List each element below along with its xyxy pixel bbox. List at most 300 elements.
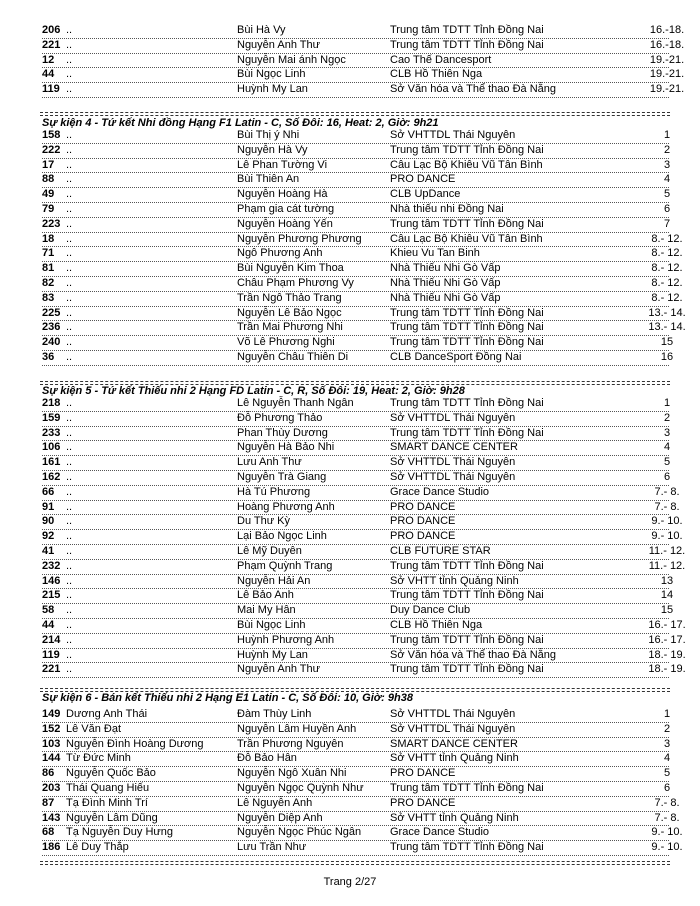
club-name: Trung tâm TDTT Tỉnh Đồng Nai bbox=[390, 426, 544, 439]
result-row bbox=[42, 306, 686, 322]
dancer-name-2: Nguyễn Diệp Anh bbox=[237, 811, 323, 824]
result-row bbox=[42, 825, 683, 841]
dancer-name-1: Lê Duy Thắp bbox=[66, 841, 129, 854]
placement: 13 bbox=[660, 574, 674, 587]
ellipsis: .. bbox=[66, 217, 73, 230]
couple-number: 86 bbox=[42, 767, 55, 780]
result-row bbox=[42, 246, 683, 262]
couple-number: 146 bbox=[42, 574, 61, 587]
couple-number: 119 bbox=[42, 648, 60, 661]
placement: 9.- 10. bbox=[651, 826, 683, 839]
dancer-name-2: Lê Nguyễn Anh bbox=[237, 796, 313, 809]
result-row bbox=[42, 350, 674, 366]
club-name: CLB DanceSport Đồng Nai bbox=[390, 351, 522, 363]
placement: 18.- 19. bbox=[648, 663, 686, 676]
ellipsis: .. bbox=[66, 545, 73, 557]
placement: 13.- 14. bbox=[648, 306, 686, 319]
dancer-name: Nguyễn Trà Giang bbox=[237, 471, 327, 483]
ellipsis: .. bbox=[66, 83, 73, 96]
dancer-name: Hoàng Phương Anh bbox=[237, 500, 335, 513]
placement: 4 bbox=[663, 441, 671, 454]
club-name: CLB Hồ Thiên Nga bbox=[390, 68, 483, 81]
section-divider bbox=[40, 688, 670, 689]
club-name: Trung tâm TDTT Tỉnh Đồng Nai bbox=[390, 217, 544, 230]
placement: 1 bbox=[663, 708, 671, 720]
ellipsis: .. bbox=[66, 589, 73, 602]
ellipsis: .. bbox=[66, 336, 73, 349]
dancer-name: Bùi Thị ý Nhi bbox=[237, 129, 300, 141]
dancer-name: Nguyễn Mai ánh Ngọc bbox=[237, 53, 346, 66]
event-title: Sự kiện 6 - Bán kết Thiếu nhi 2 Hạng E1 Latin - C, Số Đôi: 10, Giờ: 9h38 bbox=[42, 692, 413, 704]
club-name: Sở VHTTDL Thái Nguyên bbox=[390, 129, 516, 141]
couple-number: 215 bbox=[42, 589, 61, 602]
result-row bbox=[42, 23, 685, 39]
dancer-name: Nguyễn Châu Thiên Di bbox=[237, 351, 349, 363]
placement: 3 bbox=[663, 426, 671, 439]
dancer-name-1: Lê Văn Đạt bbox=[66, 722, 122, 735]
ellipsis: .. bbox=[66, 321, 73, 334]
ellipsis: .. bbox=[66, 663, 73, 676]
dancer-name: Trần Ngô Thảo Trang bbox=[237, 291, 342, 304]
ellipsis: .. bbox=[66, 158, 73, 171]
dancer-name-2: Đàm Thùy Linh bbox=[237, 708, 312, 720]
dancer-name: Bùi Ngọc Linh bbox=[237, 68, 306, 81]
club-name: Cao Thế Dancesport bbox=[390, 53, 492, 66]
result-row bbox=[42, 426, 669, 442]
club-name: PRO DANCE bbox=[390, 500, 456, 513]
ellipsis: .. bbox=[66, 247, 73, 260]
club-name: Trung tâm TDTT Tỉnh Đồng Nai bbox=[390, 559, 544, 572]
dancer-name-2: Nguyễn Lâm Huyền Anh bbox=[237, 722, 357, 735]
result-row bbox=[42, 320, 686, 336]
result-row bbox=[42, 544, 686, 560]
result-row bbox=[42, 38, 685, 54]
result-row bbox=[42, 67, 685, 83]
placement: 9.- 10. bbox=[651, 841, 683, 854]
couple-number: 161 bbox=[42, 456, 61, 469]
placement: 14 bbox=[660, 589, 674, 602]
club-name: CLB FUTURE STAR bbox=[390, 545, 491, 557]
placement: 1 bbox=[663, 129, 671, 141]
ellipsis: .. bbox=[66, 397, 73, 409]
placement: 3 bbox=[663, 737, 671, 750]
couple-number: 214 bbox=[42, 633, 61, 646]
ellipsis: .. bbox=[66, 530, 73, 543]
dancer-name-2: Lưu Trần Như bbox=[237, 841, 307, 854]
dancer-name: Võ Lê Phương Nghi bbox=[237, 336, 335, 349]
club-name: Sở Văn hóa và Thể thao Đà Nẵng bbox=[390, 83, 557, 96]
club-name: Trung tâm TDTT Tỉnh Đồng Nai bbox=[390, 321, 544, 334]
ellipsis: .. bbox=[66, 500, 73, 513]
ellipsis: .. bbox=[66, 188, 73, 201]
couple-number: 144 bbox=[42, 752, 61, 765]
event-title: Sự kiện 5 - Tứ kết Thiếu nhi 2 Hạng FD Latin - C, R, Số Đôi: 19, Heat: 2, Giờ: 9h28 bbox=[42, 385, 465, 397]
result-row bbox=[42, 232, 683, 248]
club-name: Câu Lạc Bộ Khiêu Vũ Tân Bình bbox=[390, 232, 543, 245]
couple-number: 58 bbox=[42, 604, 55, 617]
club-name: SMART DANCE CENTER bbox=[390, 441, 518, 454]
ellipsis: .. bbox=[66, 471, 73, 483]
placement: 13.- 14. bbox=[648, 321, 686, 334]
placement: 15 bbox=[660, 336, 674, 349]
result-row bbox=[42, 514, 683, 530]
club-name: Nhà thiếu nhi Đồng Nai bbox=[390, 203, 504, 215]
ellipsis: .. bbox=[66, 68, 73, 81]
club-name: Nhà Thiếu Nhi Gò Vấp bbox=[390, 262, 501, 275]
placement: 19.-21. bbox=[649, 68, 685, 81]
placement: 9.- 10. bbox=[651, 530, 683, 543]
result-row bbox=[42, 559, 686, 575]
ellipsis: .. bbox=[66, 515, 73, 528]
result-row bbox=[42, 500, 680, 516]
dancer-name: Huỳnh My Lan bbox=[237, 83, 308, 96]
result-row bbox=[42, 603, 674, 619]
placement: 8.- 12. bbox=[651, 232, 683, 245]
dancer-name-2: Trần Phương Nguyên bbox=[237, 737, 344, 750]
club-name: Trung tâm TDTT Tỉnh Đồng Nai bbox=[390, 336, 544, 349]
ellipsis: .. bbox=[66, 262, 73, 275]
dancer-name-1: Nguyễn Lâm Dũng bbox=[66, 811, 158, 824]
placement: 6 bbox=[663, 782, 671, 794]
couple-number: 90 bbox=[42, 515, 55, 528]
result-row bbox=[42, 618, 686, 634]
ellipsis: .. bbox=[66, 129, 73, 141]
dancer-name: Mai My Hân bbox=[237, 604, 296, 617]
placement: 16.-18. bbox=[649, 38, 685, 51]
couple-number: 232 bbox=[42, 559, 61, 572]
placement: 9.- 10. bbox=[651, 515, 683, 528]
placement: 2 bbox=[663, 143, 671, 156]
ellipsis: .. bbox=[66, 291, 73, 304]
result-row bbox=[42, 588, 674, 604]
club-name: Sở VHTT tỉnh Quảng Ninh bbox=[390, 752, 519, 765]
club-name: Trung tâm TDTT Tỉnh Đồng Nai bbox=[390, 633, 544, 646]
result-row bbox=[42, 276, 683, 292]
couple-number: 240 bbox=[42, 336, 61, 349]
dancer-name: Ngô Phương Anh bbox=[237, 247, 323, 260]
dancer-name-2: Nguyễn Ngô Xuân Nhi bbox=[237, 767, 347, 780]
dancer-name: Phan Thùy Dương bbox=[237, 426, 328, 439]
placement: 8.- 12. bbox=[651, 277, 683, 289]
couple-number: 158 bbox=[42, 129, 61, 141]
couple-number: 103 bbox=[42, 737, 61, 750]
result-row bbox=[42, 53, 685, 69]
section-divider bbox=[40, 861, 670, 862]
dancer-name-2: Nguyễn Ngọc Phúc Ngân bbox=[237, 826, 362, 839]
couple-number: 12 bbox=[42, 53, 55, 66]
ellipsis: .. bbox=[66, 574, 73, 587]
ellipsis: .. bbox=[66, 38, 73, 51]
club-name: Khieu Vu Tan Binh bbox=[390, 247, 480, 260]
result-row bbox=[42, 202, 669, 218]
placement: 7.- 8. bbox=[654, 485, 680, 498]
club-name: Trung tâm TDTT Tỉnh Đồng Nai bbox=[390, 782, 544, 794]
placement: 4 bbox=[663, 752, 671, 765]
club-name: Trung tâm TDTT Tỉnh Đồng Nai bbox=[390, 663, 544, 676]
ellipsis: .. bbox=[66, 411, 73, 424]
ellipsis: .. bbox=[66, 648, 73, 661]
club-name: Trung tâm TDTT Tỉnh Đồng Nai bbox=[390, 143, 544, 156]
ellipsis: .. bbox=[66, 203, 73, 215]
ellipsis: .. bbox=[66, 604, 73, 617]
dancer-name: Nguyễn Anh Thư bbox=[237, 38, 320, 51]
placement: 5 bbox=[663, 456, 671, 469]
result-row bbox=[42, 158, 669, 174]
result-row bbox=[42, 751, 669, 767]
dancer-name-1: Thái Quang Hiếu bbox=[66, 782, 150, 794]
couple-number: 223 bbox=[42, 217, 61, 230]
couple-number: 203 bbox=[42, 782, 61, 794]
couple-number: 44 bbox=[42, 619, 55, 631]
dancer-name-1: Nguyễn Đình Hoàng Dương bbox=[66, 737, 204, 750]
couple-number: 218 bbox=[42, 397, 61, 409]
placement: 7 bbox=[663, 217, 671, 230]
result-row bbox=[42, 82, 685, 98]
result-row bbox=[42, 411, 669, 427]
club-name: CLB Hồ Thiên Nga bbox=[390, 619, 483, 631]
ellipsis: .. bbox=[66, 173, 73, 186]
club-name: CLB UpDance bbox=[390, 188, 461, 201]
club-name: Trung tâm TDTT Tỉnh Đồng Nai bbox=[390, 841, 544, 854]
ellipsis: .. bbox=[66, 426, 73, 439]
ellipsis: .. bbox=[66, 441, 73, 454]
ellipsis: .. bbox=[66, 24, 73, 36]
placement: 2 bbox=[663, 411, 671, 424]
placement: 6 bbox=[663, 203, 671, 215]
placement: 16.- 17. bbox=[648, 633, 686, 646]
ellipsis: .. bbox=[66, 456, 73, 469]
dancer-name-1: Dương Anh Thái bbox=[66, 708, 148, 720]
couple-number: 44 bbox=[42, 68, 55, 81]
placement: 8.- 12. bbox=[651, 247, 683, 260]
dancer-name: Phạm gia cát tường bbox=[237, 203, 335, 215]
result-row bbox=[42, 455, 669, 471]
couple-number: 17 bbox=[42, 158, 55, 171]
result-row bbox=[42, 485, 680, 501]
section-divider bbox=[40, 864, 670, 865]
couple-number: 82 bbox=[42, 277, 55, 289]
result-row bbox=[42, 574, 674, 590]
result-row bbox=[42, 707, 669, 723]
club-name: Sở VHTTDL Thái Nguyên bbox=[390, 471, 516, 483]
couple-number: 152 bbox=[42, 722, 61, 735]
placement: 16.-18. bbox=[649, 24, 685, 36]
couple-number: 119 bbox=[42, 83, 60, 96]
couple-number: 233 bbox=[42, 426, 61, 439]
placement: 18.- 19. bbox=[648, 648, 686, 661]
dancer-name: Nguyễn Phương Phương bbox=[237, 232, 362, 245]
club-name: Trung tâm TDTT Tỉnh Đồng Nai bbox=[390, 589, 544, 602]
club-name: Grace Dance Studio bbox=[390, 826, 490, 839]
club-name: PRO DANCE bbox=[390, 796, 456, 809]
club-name: Sở VHTTDL Thái Nguyên bbox=[390, 708, 516, 720]
dancer-name-1: Từ Đức Minh bbox=[66, 752, 131, 765]
dancer-name: Phạm Quỳnh Trang bbox=[237, 559, 333, 572]
result-row bbox=[42, 662, 686, 678]
placement: 19.-21. bbox=[649, 53, 685, 66]
dancer-name: Đỗ Phương Thảo bbox=[237, 411, 323, 424]
couple-number: 83 bbox=[42, 291, 55, 304]
dancer-name: Lại Bảo Ngọc Linh bbox=[237, 530, 327, 543]
page-number: Trang 2/27 bbox=[323, 876, 377, 888]
club-name: PRO DANCE bbox=[390, 515, 456, 528]
club-name: Nhà Thiếu Nhi Gò Vấp bbox=[390, 291, 501, 304]
couple-number: 36 bbox=[42, 351, 55, 363]
ellipsis: .. bbox=[66, 277, 73, 289]
couple-number: 186 bbox=[42, 841, 61, 854]
dancer-name: Nguyễn Hà Bảo Nhi bbox=[237, 441, 335, 454]
placement: 19.-21. bbox=[649, 83, 685, 96]
dancer-name: Trần Mai Phương Nhi bbox=[237, 321, 343, 334]
dancer-name-2: Đỗ Bảo Hân bbox=[237, 752, 297, 765]
placement: 2 bbox=[663, 722, 671, 735]
result-row bbox=[42, 261, 683, 277]
ellipsis: .. bbox=[66, 232, 73, 245]
placement: 4 bbox=[663, 173, 671, 186]
dancer-name: Lê Phan Tường Vi bbox=[237, 158, 328, 171]
club-name: Grace Dance Studio bbox=[390, 485, 490, 498]
placement: 11.- 12. bbox=[648, 559, 686, 572]
result-row bbox=[42, 172, 669, 188]
couple-number: 68 bbox=[42, 826, 55, 839]
placement: 5 bbox=[663, 767, 671, 780]
couple-number: 41 bbox=[42, 545, 55, 557]
couple-number: 88 bbox=[42, 173, 55, 186]
dancer-name: Lê Nguyễn Thanh Ngân bbox=[237, 397, 354, 409]
placement: 11.- 12. bbox=[648, 545, 686, 557]
dancer-name: Bùi Thiên An bbox=[237, 173, 300, 186]
couple-number: 49 bbox=[42, 188, 55, 201]
dancer-name: Du Thư Kỳ bbox=[237, 515, 291, 528]
couple-number: 92 bbox=[42, 530, 55, 543]
dancer-name-1: Tạ Nguyễn Duy Hưng bbox=[66, 826, 174, 839]
dancer-name: Bùi Ngọc Linh bbox=[237, 619, 306, 631]
dancer-name: Bùi Hà Vy bbox=[237, 24, 286, 36]
placement: 6 bbox=[663, 471, 671, 483]
result-row bbox=[42, 187, 669, 203]
placement: 8.- 12. bbox=[651, 262, 683, 275]
placement: 16.- 17. bbox=[648, 619, 686, 631]
dancer-name: Lưu Anh Thư bbox=[237, 456, 302, 469]
club-name: Trung tâm TDTT Tỉnh Đồng Nai bbox=[390, 24, 544, 36]
club-name: Trung tâm TDTT Tỉnh Đồng Nai bbox=[390, 38, 544, 51]
result-row bbox=[42, 217, 669, 233]
couple-number: 162 bbox=[42, 471, 61, 483]
dancer-name-1: Nguyễn Quốc Bảo bbox=[66, 767, 156, 780]
result-row bbox=[42, 143, 669, 159]
couple-number: 221 bbox=[42, 38, 61, 51]
club-name: Trung tâm TDTT Tỉnh Đồng Nai bbox=[390, 306, 544, 319]
result-row bbox=[42, 470, 669, 486]
ellipsis: .. bbox=[66, 306, 73, 319]
section-divider bbox=[40, 112, 670, 113]
dancer-name: Nguyễn Hải An bbox=[237, 574, 311, 587]
dancer-name: Lê Bảo Anh bbox=[237, 589, 294, 602]
dancer-name: Nguyễn Hoàng Hà bbox=[237, 188, 328, 201]
dancer-name: Hà Tú Phương bbox=[237, 485, 311, 498]
couple-number: 222 bbox=[42, 143, 61, 156]
club-name: PRO DANCE bbox=[390, 173, 456, 186]
placement: 8.- 12. bbox=[651, 291, 683, 304]
result-row bbox=[42, 722, 669, 738]
couple-number: 159 bbox=[42, 411, 61, 424]
placement: 1 bbox=[663, 397, 671, 409]
couple-number: 66 bbox=[42, 485, 55, 498]
couple-number: 225 bbox=[42, 306, 61, 319]
dancer-name: Châu Phạm Phương Vy bbox=[237, 277, 354, 289]
placement: 7.- 8. bbox=[654, 796, 680, 809]
dancer-name-2: Nguyễn Ngọc Quỳnh Như bbox=[237, 782, 364, 794]
dancer-name: Nguyễn Anh Thư bbox=[237, 663, 320, 676]
club-name: Sở Văn hóa và Thể thao Đà Nẵng bbox=[390, 648, 557, 661]
couple-number: 79 bbox=[42, 203, 55, 215]
dancer-name: Lê Mỹ Duyên bbox=[237, 545, 302, 557]
club-name: Câu Lạc Bộ Khiêu Vũ Tân Bình bbox=[390, 158, 543, 171]
result-row bbox=[42, 766, 669, 782]
dancer-name-1: Tạ Đình Minh Trí bbox=[66, 796, 148, 809]
dancer-name: Nguyễn Lê Bảo Ngọc bbox=[237, 306, 342, 319]
club-name: Sở VHTTDL Thái Nguyên bbox=[390, 456, 516, 469]
club-name: Nhà Thiếu Nhi Gò Vấp bbox=[390, 277, 501, 289]
club-name: PRO DANCE bbox=[390, 767, 456, 780]
ellipsis: .. bbox=[66, 143, 73, 156]
placement: 15 bbox=[660, 604, 674, 617]
result-row bbox=[42, 440, 669, 456]
result-row bbox=[42, 737, 669, 753]
result-row bbox=[42, 529, 683, 545]
ellipsis: .. bbox=[66, 351, 73, 363]
club-name: Sở VHTTDL Thái Nguyên bbox=[390, 722, 516, 735]
couple-number: 221 bbox=[42, 663, 61, 676]
result-row bbox=[42, 648, 686, 664]
result-row bbox=[42, 291, 683, 307]
placement: 16 bbox=[660, 351, 674, 363]
couple-number: 87 bbox=[42, 796, 55, 809]
result-row bbox=[42, 335, 674, 351]
dancer-name: Huỳnh My Lan bbox=[237, 648, 308, 661]
dancer-name: Huỳnh Phương Anh bbox=[237, 633, 335, 646]
couple-number: 18 bbox=[42, 232, 55, 245]
section-divider bbox=[40, 381, 670, 382]
couple-number: 206 bbox=[42, 24, 61, 36]
club-name: Sở VHTT tỉnh Quảng Ninh bbox=[390, 811, 519, 824]
dancer-name: Bùi Nguyễn Kim Thoa bbox=[237, 262, 344, 275]
result-row bbox=[42, 128, 669, 144]
couple-number: 91 bbox=[42, 500, 55, 513]
club-name: Sở VHTT tỉnh Quảng Ninh bbox=[390, 574, 519, 587]
ellipsis: .. bbox=[66, 485, 73, 498]
club-name: Trung tâm TDTT Tỉnh Đồng Nai bbox=[390, 397, 544, 409]
placement: 5 bbox=[663, 188, 671, 201]
couple-number: 71 bbox=[42, 247, 55, 260]
result-row bbox=[42, 811, 680, 827]
couple-number: 149 bbox=[42, 708, 61, 720]
ellipsis: .. bbox=[66, 559, 73, 572]
ellipsis: .. bbox=[66, 633, 73, 646]
club-name: Sở VHTTDL Thái Nguyên bbox=[390, 411, 516, 424]
couple-number: 143 bbox=[42, 811, 61, 824]
result-row bbox=[42, 840, 683, 856]
ellipsis: .. bbox=[66, 53, 73, 66]
club-name: Duy Dance Club bbox=[390, 604, 471, 617]
dancer-name: Nguyễn Hà Vy bbox=[237, 143, 308, 156]
club-name: SMART DANCE CENTER bbox=[390, 737, 518, 750]
result-row bbox=[42, 781, 669, 797]
couple-number: 81 bbox=[42, 262, 55, 275]
event-title: Sự kiện 4 - Tứ kết Nhi đồng Hạng F1 Latin - C, Số Đôi: 16, Heat: 2, Giờ: 9h21 bbox=[42, 117, 439, 129]
placement: 7.- 8. bbox=[654, 500, 680, 513]
result-row bbox=[42, 633, 686, 649]
